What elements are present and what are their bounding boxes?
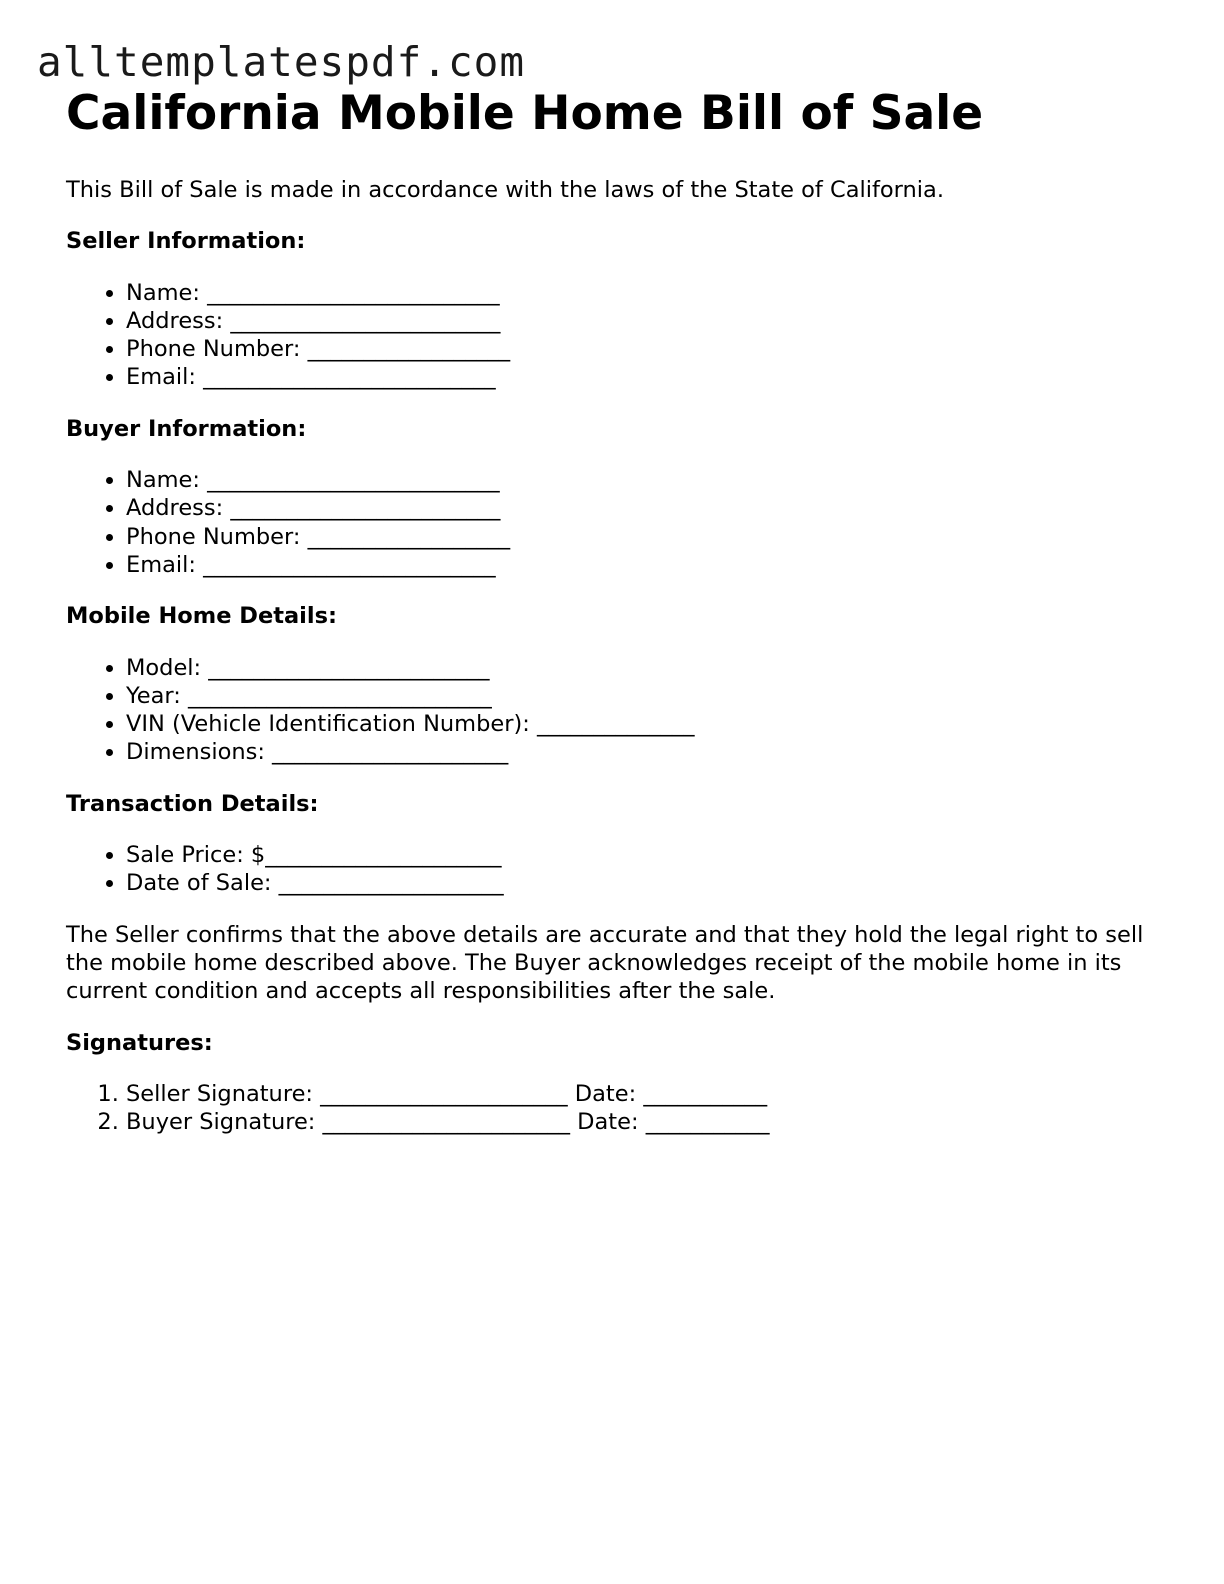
mobile-home-heading: Mobile Home Details: bbox=[66, 603, 337, 630]
buyer-info-list bbox=[66, 466, 1156, 579]
buyer-name-field[interactable]: • Name: __________________________ bbox=[126, 466, 1156, 494]
seller-phone-field[interactable]: • Phone Number: __________________ bbox=[126, 335, 1156, 363]
date-of-sale-field[interactable]: • Date of Sale: ____________________ bbox=[126, 869, 1156, 897]
vin-field[interactable]: • VIN (Vehicle Identification Number): ______________ bbox=[126, 710, 1156, 738]
seller-name-field[interactable]: • Name: __________________________ bbox=[126, 279, 1156, 307]
mobile-home-list bbox=[66, 654, 1156, 767]
seller-info-list bbox=[66, 279, 1156, 392]
intro-paragraph: This Bill of Sale is made in accordance with the laws of the State of California. bbox=[66, 177, 944, 203]
buyer-signature-field[interactable]: 2. Buyer Signature: ______________________ Date: ___________ bbox=[126, 1108, 1156, 1136]
signatures-list bbox=[66, 1080, 1156, 1137]
signatures-heading: Signatures: bbox=[66, 1029, 213, 1056]
buyer-email-field[interactable]: • Email: __________________________ bbox=[126, 551, 1156, 579]
watermark-text: alltemplatespdf.com bbox=[37, 38, 525, 86]
transaction-heading: Transaction Details: bbox=[66, 790, 319, 817]
sale-price-field[interactable]: • Sale Price: $_____________________ bbox=[126, 841, 1156, 869]
seller-signature-field[interactable]: 1. Seller Signature: ______________________ Date: ___________ bbox=[126, 1080, 1156, 1108]
year-field[interactable]: • Year: ___________________________ bbox=[126, 682, 1156, 710]
buyer-heading: Buyer Information: bbox=[66, 415, 307, 442]
dimensions-field[interactable]: • Dimensions: _____________________ bbox=[126, 738, 1156, 766]
model-field[interactable]: • Model: _________________________ bbox=[126, 654, 1156, 682]
page-title: California Mobile Home Bill of Sale bbox=[66, 86, 984, 141]
transaction-list bbox=[66, 841, 1156, 898]
seller-address-field[interactable]: • Address: ________________________ bbox=[126, 307, 1156, 335]
seller-email-field[interactable]: • Email: __________________________ bbox=[126, 363, 1156, 391]
document-body bbox=[66, 86, 1156, 1136]
closing-paragraph: The Seller confirms that the above details are accurate and that they hold the legal right to sell the mobile home described above. The Buyer acknowledges receipt of the mobile home in its current condition and accepts all responsibilities after the sale. bbox=[66, 921, 1144, 1005]
seller-heading: Seller Information: bbox=[66, 228, 306, 255]
buyer-address-field[interactable]: • Address: ________________________ bbox=[126, 494, 1156, 522]
buyer-phone-field[interactable]: • Phone Number: __________________ bbox=[126, 523, 1156, 551]
